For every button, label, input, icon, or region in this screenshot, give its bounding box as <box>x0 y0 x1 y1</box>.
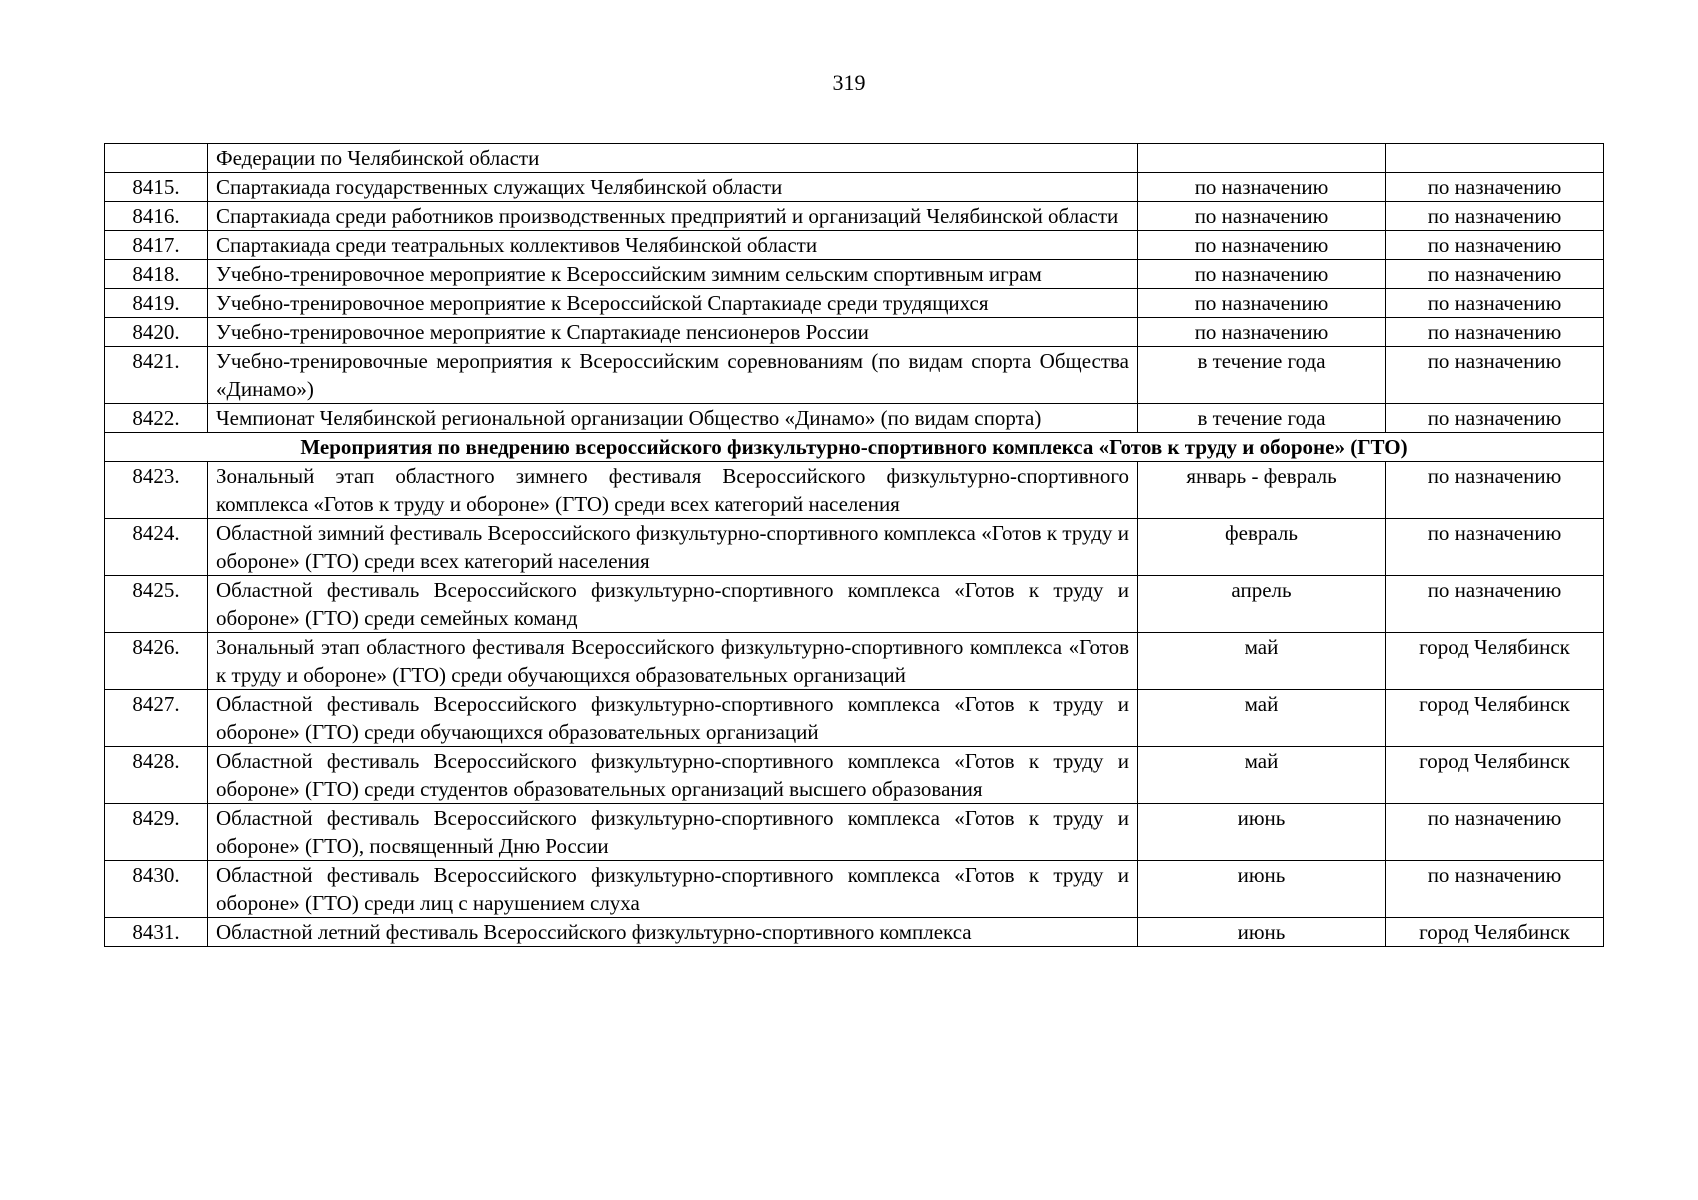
event-date: февраль <box>1138 519 1386 576</box>
events-table-body <box>105 144 1604 947</box>
event-date: в течение года <box>1138 404 1386 433</box>
event-date: апрель <box>1138 576 1386 633</box>
event-place: по назначению <box>1386 231 1604 260</box>
table-row <box>105 173 1604 202</box>
table-row <box>105 804 1604 861</box>
event-place: город Челябинск <box>1386 918 1604 947</box>
event-name: Спартакиада среди театральных коллективов Челябинской области <box>208 231 1138 260</box>
event-place <box>1386 144 1604 173</box>
table-row <box>105 347 1604 404</box>
event-date <box>1138 144 1386 173</box>
row-number: 8428. <box>105 747 208 804</box>
event-date: по назначению <box>1138 260 1386 289</box>
event-place: по назначению <box>1386 804 1604 861</box>
event-date: июнь <box>1138 918 1386 947</box>
event-place: по назначению <box>1386 260 1604 289</box>
table-row <box>105 690 1604 747</box>
event-date: по назначению <box>1138 202 1386 231</box>
event-place: город Челябинск <box>1386 633 1604 690</box>
event-date: по назначению <box>1138 318 1386 347</box>
row-number: 8430. <box>105 861 208 918</box>
table-row <box>105 231 1604 260</box>
table-row <box>105 519 1604 576</box>
event-place: по назначению <box>1386 861 1604 918</box>
row-number: 8421. <box>105 347 208 404</box>
row-number: 8418. <box>105 260 208 289</box>
event-date: по назначению <box>1138 289 1386 318</box>
table-row <box>105 202 1604 231</box>
event-name: Областной фестиваль Всероссийского физкультурно-спортивного комплекса «Готов к труду и обороне» (ГТО), посвященный Дню России <box>208 804 1138 861</box>
event-place: город Челябинск <box>1386 690 1604 747</box>
row-number: 8426. <box>105 633 208 690</box>
events-table <box>104 143 1604 947</box>
section-header-row <box>105 433 1604 462</box>
event-name: Областной фестиваль Всероссийского физкультурно-спортивного комплекса «Готов к труду и обороне» (ГТО) среди обучающихся образовательных организаций <box>208 690 1138 747</box>
table-row <box>105 576 1604 633</box>
row-number: 8427. <box>105 690 208 747</box>
event-date: по назначению <box>1138 231 1386 260</box>
table-row <box>105 462 1604 519</box>
event-place: по назначению <box>1386 347 1604 404</box>
row-number: 8424. <box>105 519 208 576</box>
table-row <box>105 404 1604 433</box>
row-number: 8417. <box>105 231 208 260</box>
event-place: город Челябинск <box>1386 747 1604 804</box>
table-row <box>105 289 1604 318</box>
table-row <box>105 747 1604 804</box>
event-name: Областной фестиваль Всероссийского физкультурно-спортивного комплекса «Готов к труду и обороне» (ГТО) среди семейных команд <box>208 576 1138 633</box>
table-row <box>105 918 1604 947</box>
row-number: 8416. <box>105 202 208 231</box>
event-date: по назначению <box>1138 173 1386 202</box>
table-row <box>105 861 1604 918</box>
event-name: Зональный этап областного фестиваля Всероссийского физкультурно-спортивного комплекса «Готов к труду и обороне» (ГТО) среди обучающихся образовательных организаций <box>208 633 1138 690</box>
event-date: июнь <box>1138 804 1386 861</box>
event-name: Областной зимний фестиваль Всероссийского физкультурно-спортивного комплекса «Готов к труду и обороне» (ГТО) среди всех категорий населения <box>208 519 1138 576</box>
row-number: 8420. <box>105 318 208 347</box>
event-place: по назначению <box>1386 289 1604 318</box>
table-row <box>105 633 1604 690</box>
event-name: Учебно-тренировочное мероприятие к Всероссийской Спартакиаде среди трудящихся <box>208 289 1138 318</box>
event-name: Чемпионат Челябинской региональной организации Общество «Динамо» (по видам спорта) <box>208 404 1138 433</box>
event-date: в течение года <box>1138 347 1386 404</box>
row-number: 8422. <box>105 404 208 433</box>
event-place: по назначению <box>1386 576 1604 633</box>
event-name: Зональный этап областного зимнего фестиваля Всероссийского физкультурно-спортивного комплекса «Готов к труду и обороне» (ГТО) среди всех категорий населения <box>208 462 1138 519</box>
page-number: 319 <box>832 70 866 95</box>
table-row <box>105 144 1604 173</box>
event-name: Областной летний фестиваль Всероссийского физкультурно-спортивного комплекса <box>208 918 1138 947</box>
row-number: 8429. <box>105 804 208 861</box>
event-place: по назначению <box>1386 318 1604 347</box>
event-date: январь - февраль <box>1138 462 1386 519</box>
row-number <box>105 144 208 173</box>
event-name: Спартакиада среди работников производственных предприятий и организаций Челябинской области <box>208 202 1138 231</box>
event-name: Областной фестиваль Всероссийского физкультурно-спортивного комплекса «Готов к труду и обороне» (ГТО) среди лиц с нарушением слуха <box>208 861 1138 918</box>
event-date: май <box>1138 690 1386 747</box>
event-name: Областной фестиваль Всероссийского физкультурно-спортивного комплекса «Готов к труду и обороне» (ГТО) среди студентов образовательных организаций высшего образования <box>208 747 1138 804</box>
row-number: 8431. <box>105 918 208 947</box>
event-place: по назначению <box>1386 173 1604 202</box>
table-row <box>105 260 1604 289</box>
table-row <box>105 318 1604 347</box>
row-number: 8415. <box>105 173 208 202</box>
section-title: Мероприятия по внедрению всероссийского физкультурно-спортивного комплекса «Готов к труду и обороне» (ГТО) <box>105 433 1604 462</box>
event-name: Спартакиада государственных служащих Челябинской области <box>208 173 1138 202</box>
event-date: май <box>1138 633 1386 690</box>
row-number: 8425. <box>105 576 208 633</box>
row-number: 8419. <box>105 289 208 318</box>
event-place: по назначению <box>1386 519 1604 576</box>
event-place: по назначению <box>1386 202 1604 231</box>
event-name: Учебно-тренировочное мероприятие к Всероссийским зимним сельским спортивным играм <box>208 260 1138 289</box>
event-name: Учебно-тренировочные мероприятия к Всероссийским соревнованиям (по видам спорта Общества «Динамо») <box>208 347 1138 404</box>
event-date: июнь <box>1138 861 1386 918</box>
event-place: по назначению <box>1386 404 1604 433</box>
event-date: май <box>1138 747 1386 804</box>
event-name: Учебно-тренировочное мероприятие к Спартакиаде пенсионеров России <box>208 318 1138 347</box>
row-number: 8423. <box>105 462 208 519</box>
event-place: по назначению <box>1386 462 1604 519</box>
event-name: Федерации по Челябинской области <box>208 144 1138 173</box>
